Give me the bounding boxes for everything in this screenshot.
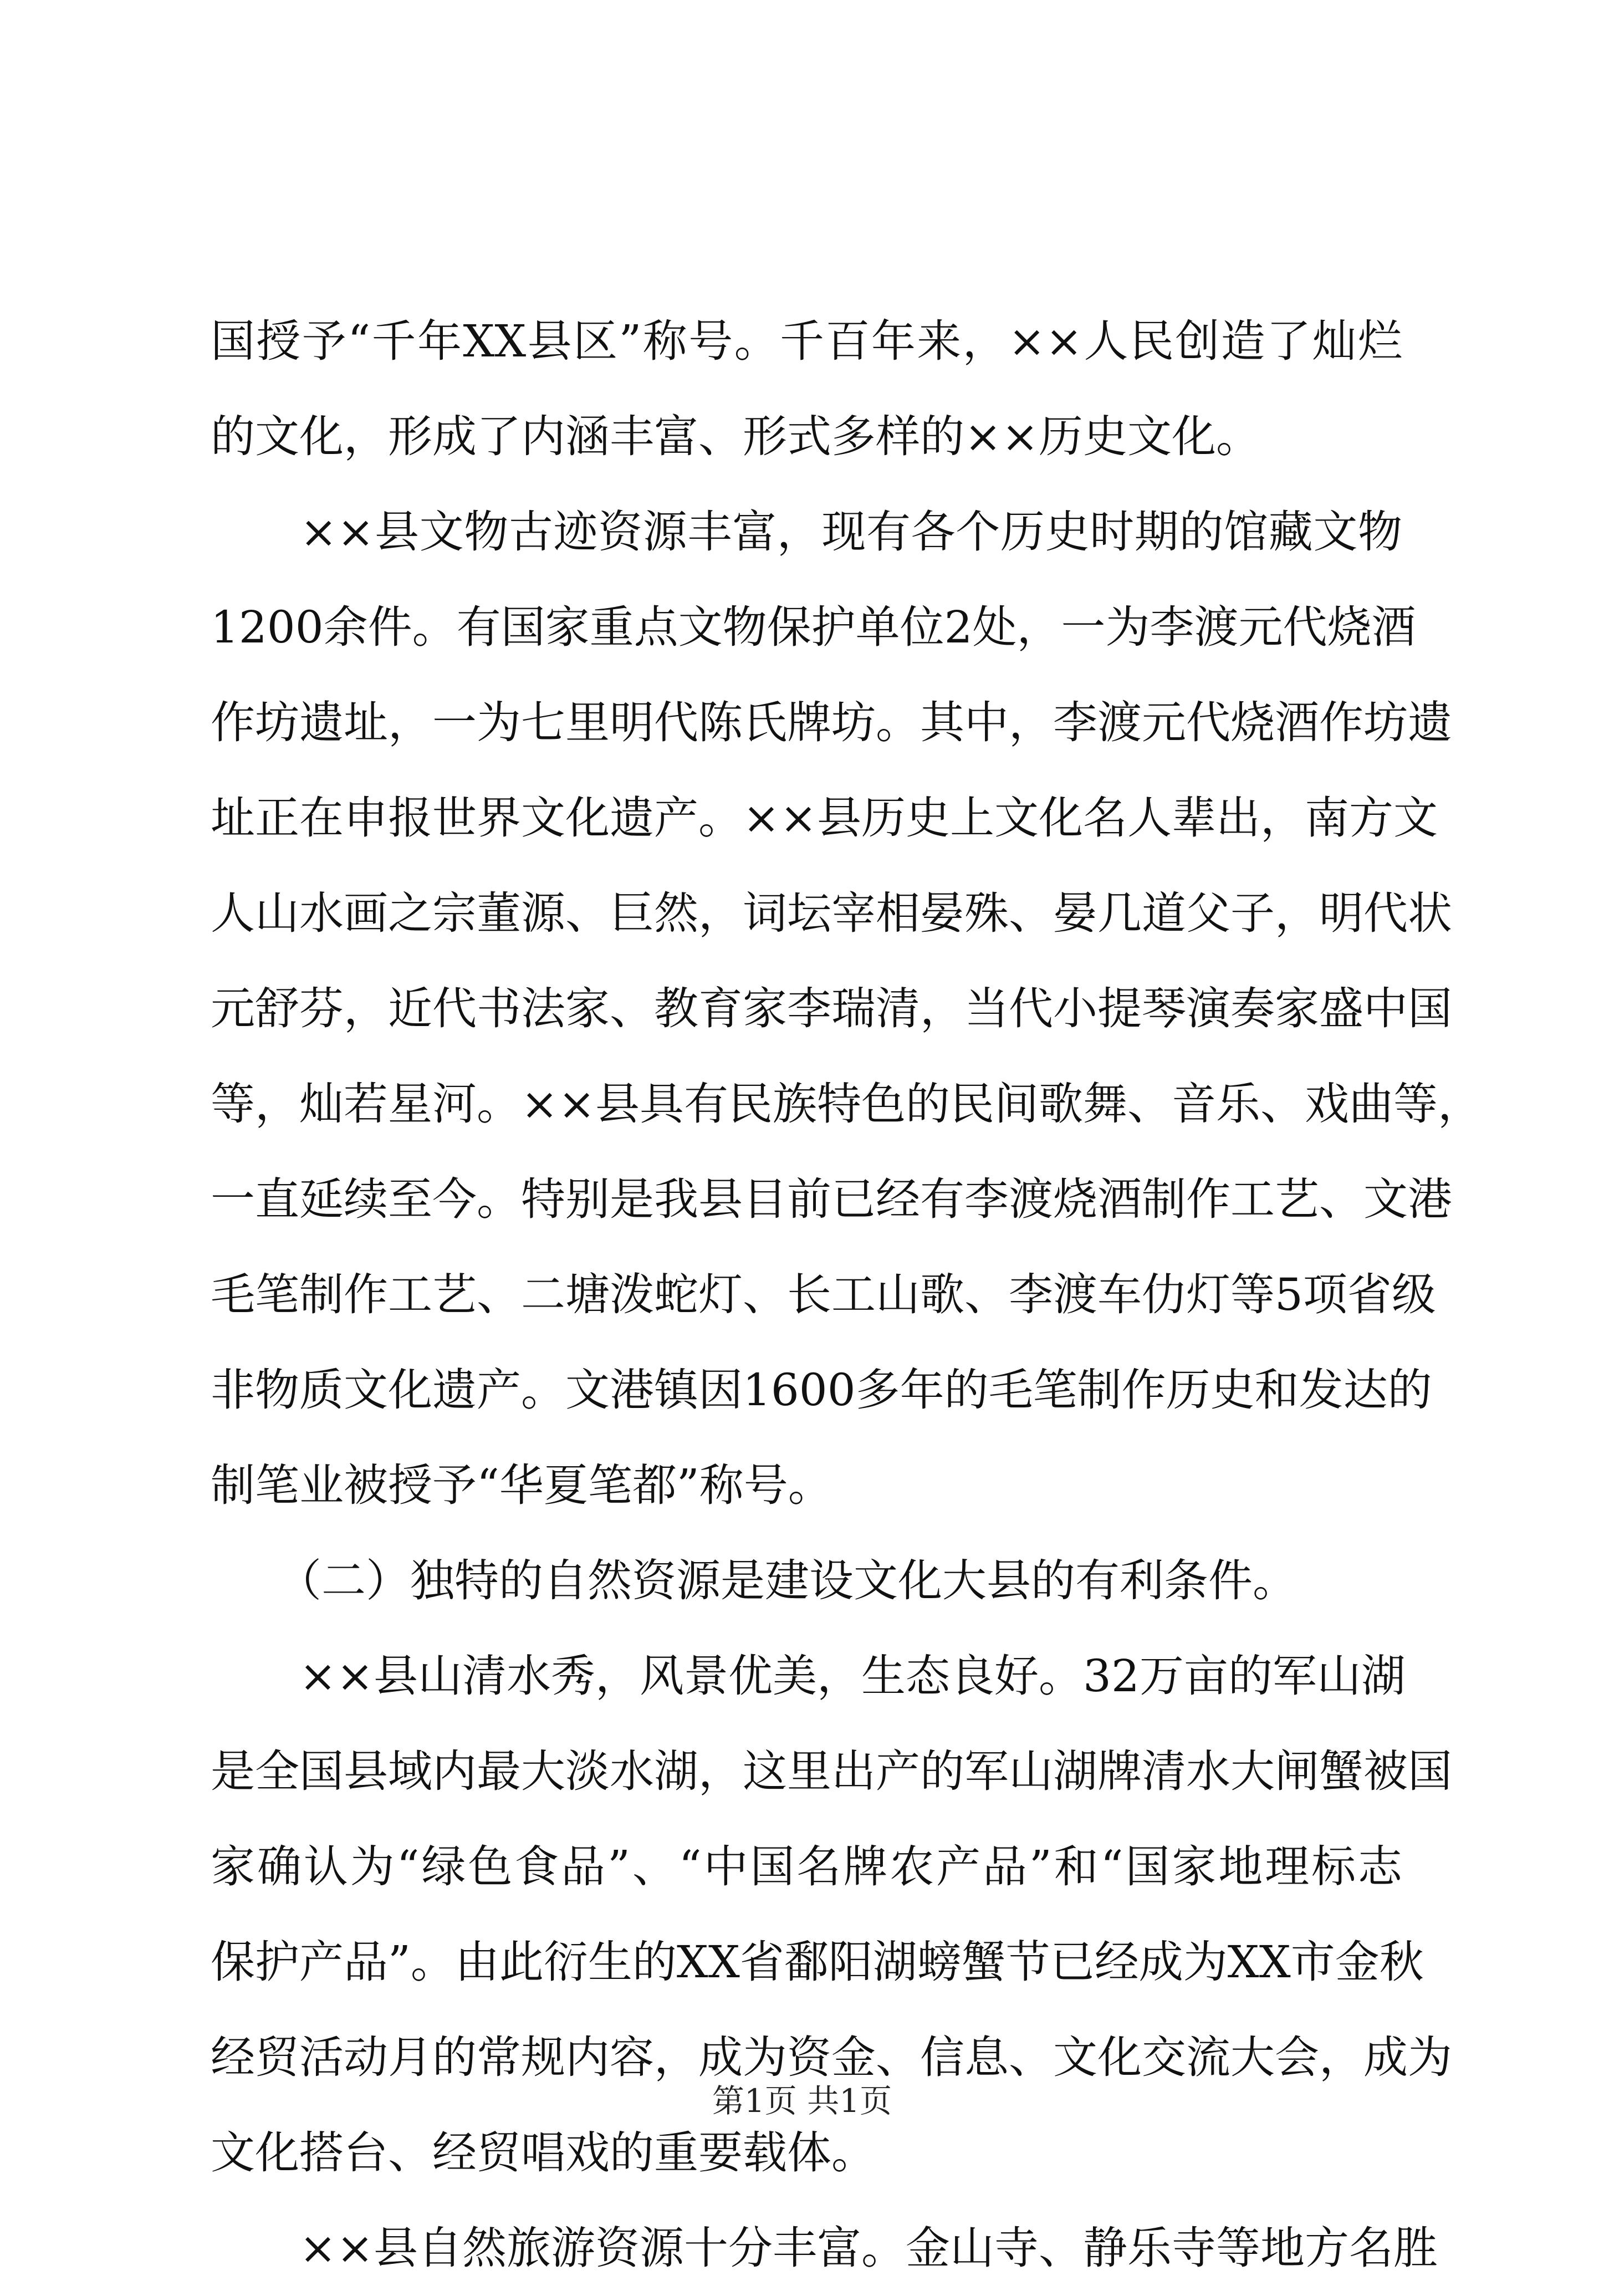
text-line: 文化搭台、经贸唱戏的重要载体。 (211, 2127, 876, 2178)
text-line: 1200余件。有国家重点文物保护单位2处，一为李渡元代烧酒 (211, 601, 1416, 653)
text-line: 一直延续至今。特别是我县目前已经有李渡烧酒制作工艺、文港 (211, 1173, 1452, 1225)
text-line: 经贸活动月的常规内容，成为资金、信息、文化交流大会，成为 (211, 2032, 1452, 2083)
text-line: ××县自然旅游资源十分丰富。金山寺、静乐寺等地方名胜 (211, 2222, 1438, 2274)
text-line: 国授予“千年XX县区”称号。千百年来，××人民创造了灿烂 (211, 315, 1402, 367)
text-line: 等，灿若星河。××县具有民族特色的民间歌舞、音乐、戏曲等， (211, 1078, 1483, 1130)
text-line: 家确认为“绿色食品”、“中国名牌农产品”和“国家地理标志 (211, 1841, 1402, 1892)
text-line: 毛笔制作工艺、二塘泼蛇灯、长工山歌、李渡车仂灯等5项省级 (211, 1269, 1436, 1320)
page-footer: 第1页 共1页 (712, 2082, 892, 2120)
text-line: 制笔业被授予“华夏笔都”称号。 (211, 1460, 832, 1511)
text-line: 作坊遗址，一为七里明代陈氏牌坊。其中，李渡元代烧酒作坊遗 (211, 697, 1452, 748)
text-line: 址正在申报世界文化遗产。××县历史上文化名人辈出，南方文 (211, 792, 1438, 844)
text-line: ××县山清水秀，风景优美，生态良好。32万亩的军山湖 (211, 1650, 1406, 1702)
text-line: 保护产品”。由此衍生的XX省鄱阳湖螃蟹节已经成为XX市金秋 (211, 1936, 1424, 1988)
text-line: 人山水画之宗董源、巨然，词坛宰相晏殊、晏几道父子，明代状 (211, 887, 1452, 939)
document-body (211, 294, 1483, 2296)
text-line: 元舒芬，近代书法家、教育家李瑞清，当代小提琴演奏家盛中国 (211, 983, 1452, 1034)
text-line: ××县文物古迹资源丰富，现有各个历史时期的馆藏文物 (211, 506, 1402, 558)
section-heading: （二）独特的自然资源是建设文化大县的有利条件。 (211, 1555, 1297, 1606)
text-line: 是全国县域内最大淡水湖，这里出产的军山湖牌清水大闸蟹被国 (211, 1746, 1452, 1797)
text-line: 的文化，形成了内涵丰富、形式多样的××历史文化。 (211, 411, 1261, 462)
text-line: 非物质文化遗产。文港镇因1600多年的毛笔制作历史和发达的 (211, 1364, 1432, 1416)
